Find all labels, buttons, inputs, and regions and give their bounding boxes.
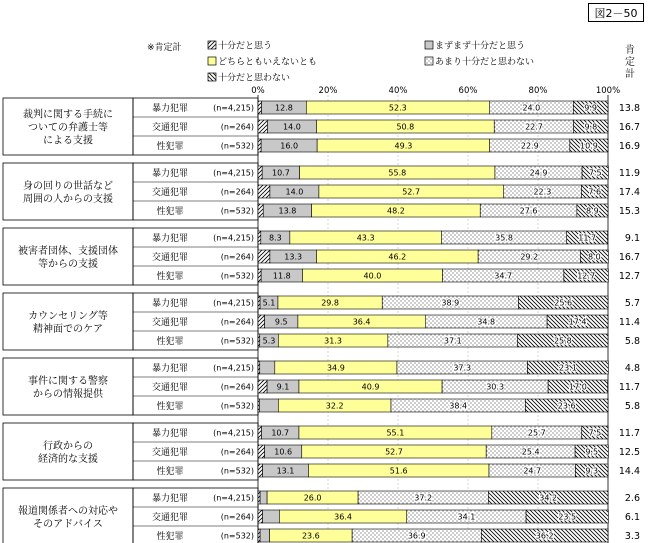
bar-segment: [260, 491, 267, 504]
legend-swatch: [208, 41, 216, 49]
bar-segment: [258, 250, 270, 263]
bar-segment: [258, 120, 267, 133]
total-label: 2.6: [624, 493, 640, 504]
total-label: 13.8: [618, 103, 640, 114]
category-label: 事件に関する警察: [28, 376, 108, 387]
bar-value-label: 34.1: [457, 512, 476, 522]
bar-segment: [258, 231, 261, 244]
category-label: 等からの支援: [38, 259, 98, 270]
x-tick-label: 40%: [388, 86, 408, 96]
bar-value-label: 38.4: [449, 401, 468, 411]
total-label: 11.4: [618, 317, 640, 328]
bar-value-label: 5.1: [262, 298, 276, 308]
bar-value-label: 49.3: [394, 141, 413, 151]
bar-value-label: 11.7: [578, 233, 597, 243]
category-label: 経済的な支援: [38, 454, 98, 465]
crime-label: 暴力犯罪: [151, 169, 189, 179]
crime-label: 暴力犯罪: [151, 494, 189, 504]
bar-value-label: 9.1: [276, 382, 290, 392]
n-label: (n=4,215): [213, 168, 254, 178]
bar-value-label: 55.8: [388, 168, 407, 178]
total-label: 5.8: [624, 401, 640, 412]
bar-value-label: 36.2: [535, 531, 554, 541]
bar-value-label: 23.5: [558, 512, 577, 522]
x-tick-label: 60%: [458, 86, 478, 96]
crime-label: 暴力犯罪: [151, 234, 189, 244]
x-tick-label: 80%: [528, 86, 548, 96]
bar-value-label: 9.8: [584, 122, 598, 132]
bar-value-label: 14.0: [283, 122, 301, 132]
bar-segment: [258, 269, 261, 282]
x-tick-label: 20%: [318, 86, 338, 96]
bar-value-label: 25.8: [553, 336, 572, 346]
bar-value-label: 25.6: [554, 298, 573, 308]
bar-value-label: 16.0: [280, 141, 299, 151]
bar-value-label: 46.2: [388, 252, 407, 262]
bar-value-label: 30.3: [486, 382, 505, 392]
bar-value-label: 43.3: [356, 233, 375, 243]
figure-label: 図2－50: [588, 3, 644, 22]
bar-value-label: 48.2: [386, 206, 405, 216]
right-header: [625, 43, 635, 80]
right-header-char: 定: [625, 57, 635, 68]
bar-segment: [258, 380, 267, 393]
bar-segment: [258, 510, 263, 523]
legend-label: 十分だと思う: [218, 41, 273, 52]
bar-value-label: 32.2: [325, 401, 344, 411]
crime-label: 性犯罪: [156, 337, 184, 347]
n-label: (n=532): [220, 531, 254, 541]
bar-value-label: 13.8: [278, 206, 297, 216]
bar-value-label: 37.2: [414, 493, 433, 503]
bar-value-label: 9.5: [585, 447, 599, 457]
legend-label: まずまず十分だと思う: [435, 41, 526, 52]
crime-label: 交通犯罪: [151, 383, 189, 393]
bar-value-label: 23.6: [301, 531, 320, 541]
category-label: カウンセリング等: [28, 311, 108, 322]
bar-value-label: 29.8: [321, 298, 340, 308]
total-label: 17.4: [618, 187, 640, 198]
chart-groups: [3, 98, 640, 543]
category-label: 周囲の人からの支援: [23, 194, 113, 205]
bar-value-label: 7.6: [588, 187, 602, 197]
bar-value-label: 34.2: [539, 493, 558, 503]
legend-swatch: [208, 57, 216, 65]
bar-value-label: 8.3: [268, 233, 282, 243]
category-label: による支援: [43, 135, 93, 147]
total-label: 12.5: [618, 447, 640, 458]
bar-value-label: 10.7: [272, 168, 290, 178]
n-label: (n=532): [220, 336, 254, 346]
bar-segment: [258, 296, 260, 309]
bar-value-label: 22.3: [533, 187, 552, 197]
bar-value-label: 27.6: [519, 206, 538, 216]
n-label: (n=264): [220, 187, 254, 197]
n-label: (n=4,215): [213, 493, 254, 503]
bar-value-label: 10.6: [274, 447, 293, 457]
bar-value-label: 34.9: [326, 363, 345, 373]
n-label: (n=532): [220, 206, 254, 216]
chart-group: [3, 488, 640, 543]
crime-label: 交通犯罪: [151, 123, 189, 133]
category-label: からの情報提供: [33, 389, 103, 400]
bar-value-label: 17.0: [568, 382, 587, 392]
bar-value-label: 22.9: [520, 141, 539, 151]
bar-segment: [258, 185, 270, 198]
legend-swatch: [425, 57, 433, 65]
total-label: 16.7: [618, 252, 640, 263]
bar-value-label: 24.0: [522, 103, 541, 113]
bar-segment: [258, 139, 261, 152]
right-header-char: 計: [625, 69, 635, 80]
total-label: 11.9: [618, 168, 640, 179]
total-label: 5.8: [624, 336, 640, 347]
n-label: (n=264): [220, 122, 254, 132]
bar-segment: [258, 315, 265, 328]
right-header-char: 肯: [625, 45, 635, 56]
category-label: そのアドバイス: [33, 519, 103, 530]
total-label: 11.7: [618, 382, 640, 393]
chart-group: [3, 358, 640, 415]
chart-group: [3, 423, 640, 480]
crime-label: 性犯罪: [156, 467, 184, 477]
bar-value-label: 37.1: [443, 336, 462, 346]
crime-label: 性犯罪: [156, 272, 184, 282]
n-label: (n=532): [220, 401, 254, 411]
n-label: (n=264): [220, 512, 254, 522]
total-label: 14.4: [618, 466, 640, 477]
bar-value-label: 52.7: [385, 447, 403, 457]
bar-value-label: 8.9: [586, 206, 599, 216]
bar-segment: [258, 445, 265, 458]
bar-value-label: 37.3: [453, 363, 472, 373]
x-tick-label: 0%: [251, 86, 265, 96]
bar-segment: [258, 166, 262, 179]
bar-value-label: 7.5: [588, 168, 602, 178]
bar-segment: [263, 510, 280, 523]
bar-segment: [260, 361, 275, 374]
crime-label: 暴力犯罪: [151, 364, 189, 374]
bar-value-label: 22.7: [525, 122, 543, 132]
total-label: 5.7: [624, 298, 640, 309]
bar-value-label: 5.3: [262, 336, 276, 346]
bar-segment: [260, 529, 269, 542]
total-label: 4.8: [624, 363, 640, 374]
bar-value-label: 13.3: [284, 252, 303, 262]
bar-value-label: 24.9: [529, 168, 548, 178]
n-label: (n=4,215): [213, 298, 254, 308]
bar-value-label: 10.7: [271, 428, 290, 438]
crime-label: 交通犯罪: [151, 318, 189, 328]
crime-label: 暴力犯罪: [151, 104, 189, 114]
bar-value-label: 51.6: [389, 466, 408, 476]
bar-value-label: 9.9: [584, 103, 598, 113]
crime-label: 性犯罪: [156, 142, 184, 152]
bar-value-label: 14.0: [285, 187, 304, 197]
bar-value-label: 25.7: [527, 428, 546, 438]
category-label: 精神面でのケア: [33, 324, 103, 335]
bar-value-label: 34.7: [494, 271, 513, 281]
category-label: 被害者団体、支援団体: [18, 246, 118, 257]
bar-value-label: 31.3: [324, 336, 342, 346]
crime-label: 性犯罪: [156, 207, 184, 217]
n-label: (n=264): [220, 382, 254, 392]
bar-value-label: 40.9: [361, 382, 380, 392]
n-label: (n=4,215): [213, 103, 254, 113]
chart-group: [3, 228, 640, 285]
n-label: (n=264): [220, 317, 254, 327]
bar-value-label: 23.6: [557, 401, 576, 411]
bar-value-label: 12.7: [577, 271, 596, 281]
category-label: ついての弁護士等: [28, 122, 108, 134]
legend-swatch: [208, 73, 216, 81]
bar-value-label: 40.0: [363, 271, 382, 281]
legend-label: どちらともいえないとも: [218, 57, 318, 68]
crime-label: 交通犯罪: [151, 513, 189, 523]
bar-value-label: 7.5: [588, 428, 602, 438]
n-label: (n=4,215): [213, 428, 254, 438]
category-label: 行政からの: [43, 441, 93, 452]
bar-value-label: 36.4: [352, 317, 371, 327]
bar-value-label: 12.8: [274, 103, 293, 113]
bar-value-label: 26.0: [303, 493, 322, 503]
category-label: 身の回りの世話など: [23, 181, 113, 192]
bar-value-label: 9.3: [585, 466, 599, 476]
bar-value-label: 34.8: [477, 317, 496, 327]
legend-label: あまり十分だと思わない: [435, 57, 535, 68]
bar-segment: [258, 464, 263, 477]
crime-label: 交通犯罪: [151, 188, 189, 198]
bar-value-label: 13.1: [276, 466, 295, 476]
bar-value-label: 38.9: [441, 298, 460, 308]
bar-value-label: 52.3: [388, 103, 407, 113]
bar-value-label: 10.9: [580, 141, 598, 151]
n-label: (n=4,215): [213, 363, 254, 373]
total-label: 11.7: [618, 428, 640, 439]
category-label: 報道関係者への対応や: [18, 506, 118, 517]
total-label: 6.1: [624, 512, 640, 523]
bar-value-label: 36.4: [334, 512, 352, 522]
bar-value-label: 35.8: [495, 233, 513, 243]
chart-group: [3, 98, 640, 155]
crime-label: 性犯罪: [156, 532, 184, 542]
n-label: (n=532): [220, 141, 254, 151]
bar-value-label: 11.8: [272, 271, 291, 281]
bar-value-label: 17.4: [568, 317, 587, 327]
legend-label: 十分だと思わない: [218, 73, 291, 84]
total-label: 16.9: [618, 141, 640, 152]
crime-label: 暴力犯罪: [151, 299, 189, 309]
n-label: (n=4,215): [213, 233, 254, 243]
legend-prefix: ※肯定計: [147, 43, 182, 53]
legend-swatch: [425, 41, 433, 49]
bar-value-label: 36.9: [407, 531, 426, 541]
bar-segment: [259, 399, 278, 412]
crime-label: 交通犯罪: [151, 448, 189, 458]
bar-value-label: 52.7: [402, 187, 421, 197]
crime-label: 性犯罪: [156, 402, 184, 412]
bar-value-label: 50.8: [396, 122, 415, 132]
n-label: (n=264): [220, 252, 254, 262]
x-tick-label: 100%: [595, 86, 621, 96]
bar-segment: [258, 491, 260, 504]
crime-label: 交通犯罪: [151, 253, 189, 263]
bar-value-label: 23.1: [559, 363, 577, 373]
total-label: 16.7: [618, 122, 640, 133]
bar-value-label: 9.5: [274, 317, 288, 327]
chart-group: [3, 293, 640, 350]
total-label: 3.3: [624, 531, 640, 542]
bar-value-label: 8.0: [587, 252, 601, 262]
chart-group: [3, 163, 640, 220]
category-label: 裁判に関する手続に: [23, 109, 113, 121]
n-label: (n=264): [220, 447, 254, 457]
bar-segment: [258, 426, 262, 439]
n-label: (n=532): [220, 271, 254, 281]
n-label: (n=532): [220, 466, 254, 476]
crime-label: 暴力犯罪: [151, 429, 189, 439]
bar-segment: [258, 204, 263, 217]
legend: [147, 40, 534, 84]
total-label: 9.1: [624, 233, 640, 244]
bar-value-label: 29.2: [520, 252, 539, 262]
bar-value-label: 25.4: [521, 447, 540, 457]
bar-segment: [258, 101, 262, 114]
bar-segment: [258, 529, 260, 542]
bar-value-label: 24.7: [523, 466, 542, 476]
bar-value-label: 55.1: [386, 428, 405, 438]
total-label: 15.3: [618, 206, 640, 217]
total-label: 12.7: [618, 271, 640, 282]
